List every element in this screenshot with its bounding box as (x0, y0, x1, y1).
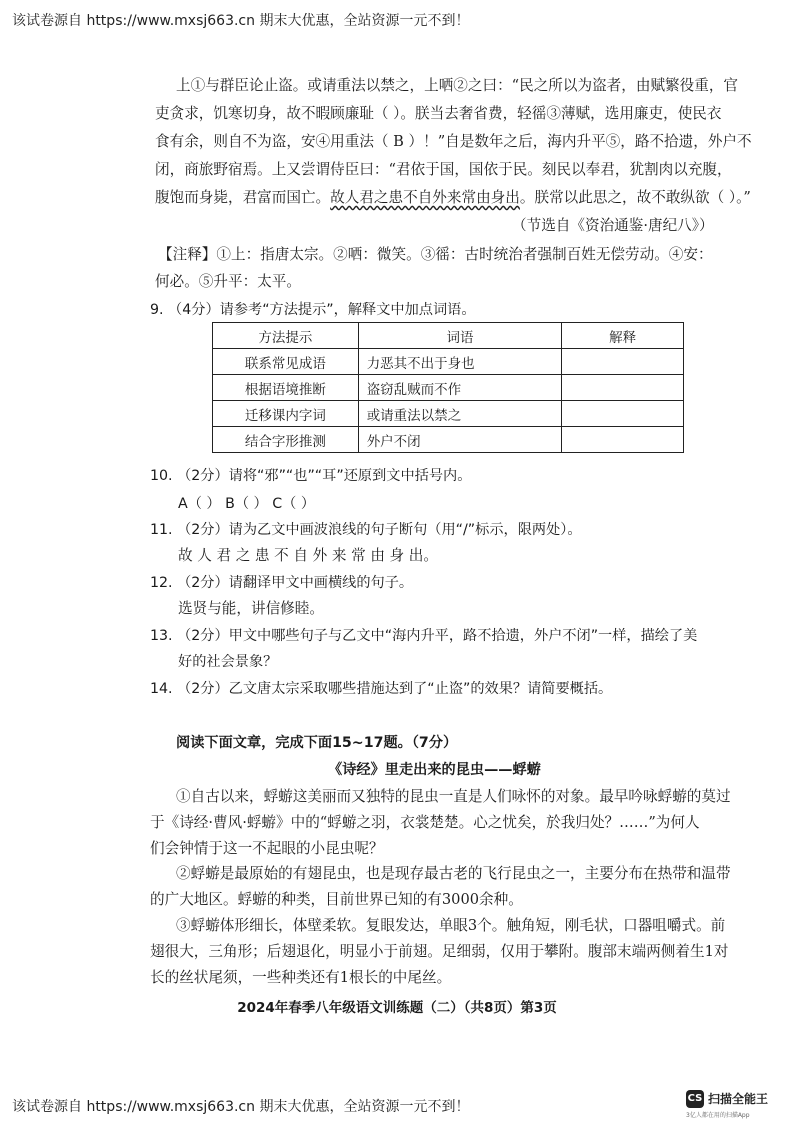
paragraph-2-line-2: 的广大地区。蜉蝣的种类，目前世界已知的有3000余种。 (150, 891, 523, 908)
method-cell: 结合字形推测 (213, 427, 359, 453)
paragraph-1-line-2: 于《诗经·曹风·蜉蝣》中的“蜉蝣之羽，衣裳楚楚。心之忧矣，於我归处？……”为何人 (150, 814, 700, 831)
paragraph-3-line-3: 长的丝状尾须，一些种类还有1根长的中尾丝。 (150, 969, 452, 986)
table-row (213, 349, 684, 375)
watermark-bottom: 该试卷源自 https://www.mxsj663.cn 期末大优惠，全站资源一元不到！ (12, 1099, 470, 1115)
question-10: 10. （2分）请将“邪”“也”“耳”还原到文中括号内。 (150, 468, 472, 484)
question-12: 12. （2分）请翻译甲文中画横线的句子。 (150, 575, 414, 591)
wavy-sentence: 故人君之患不自外来常由身出 (330, 189, 520, 206)
reading-instruction: 阅读下面文章，完成下面15~17题。（7分） (176, 735, 458, 751)
question-12-sentence: 选贤与能，讲信修睦。 (178, 600, 324, 617)
passage-line-3: 食有余，则自不为盗，安④用重法（ B ）！”自是数年之后，海内升平⑤，路不拾遗，外户不 (155, 133, 752, 150)
question-11: 11. （2分）请为乙文中画波浪线的句子断句（用“/”标示，限两处）。 (150, 522, 582, 538)
table-row (213, 427, 684, 453)
passage-source: （节选自《资治通鉴·唐纪八》） (512, 217, 714, 234)
question-9: 9. （4分）请参考“方法提示”，解释文中加点词语。 (150, 302, 476, 318)
question-14: 14. （2分）乙文唐太宗采取哪些措施达到了“止盗”的效果？请简要概括。 (150, 681, 613, 697)
header-answer: 解释 (562, 323, 684, 349)
passage-line-5 (155, 188, 751, 208)
passage-line-5-end: 。朕常以此思之，故不敢纵欲（ ）。” (519, 189, 751, 206)
answer-cell[interactable] (562, 349, 684, 375)
header-method: 方法提示 (213, 323, 359, 349)
method-cell: 迁移课内字词 (213, 401, 359, 427)
paragraph-1-line-1: ①自古以来，蜉蝣这美丽而又独特的昆虫一直是人们咏怀的对象。最早吟咏蜉蝣的莫过 (176, 788, 731, 805)
question-13-line-1: 13. （2分）甲文中哪些句子与乙文中“海内升平，路不拾遗，外户不闭”一样，描绘了美 (150, 628, 698, 644)
question-10-options: A（ ） B（ ） C（ ） (178, 496, 316, 512)
table-row (213, 375, 684, 401)
camscanner-tagline: 3亿人都在用的扫描App (686, 1112, 750, 1119)
annotation-line-2: 何必。⑤升平：太平。 (155, 273, 301, 290)
phrase-cell: 盗窃乱贼而不作 (358, 375, 562, 401)
passage-line-2: 吏贪求，饥寒切身，故不暇顾廉耻（ ）。朕当去奢省费，轻徭③薄赋，选用廉吏，使民衣 (155, 105, 722, 122)
table-row (213, 401, 684, 427)
answer-cell[interactable] (562, 427, 684, 453)
camscanner-icon: CS (686, 1090, 704, 1108)
phrase-cell: 外户不闭 (358, 427, 562, 453)
passage-line-5-start: 腹饱而身毙，君富而国亡。 (155, 189, 331, 206)
method-table (212, 322, 684, 453)
passage-line-4: 闭，商旅野宿焉。上又尝谓侍臣曰：“君依于国，国依于民。刻民以奉君，犹割肉以充腹， (155, 161, 732, 178)
method-cell: 根据语境推断 (213, 375, 359, 401)
table-header-row (213, 323, 684, 349)
annotation-line-1: 【注释】①上：指唐太宗。②哂：微笑。③徭：古时统治者强制百姓无偿劳动。④安： (158, 246, 713, 263)
camscanner-logo (686, 1090, 786, 1118)
article-title: 《诗经》里走出来的昆虫——蜉蝣 (328, 762, 541, 778)
camscanner-name: 扫描全能王 (708, 1092, 769, 1106)
question-13-line-2: 好的社会景象？ (178, 654, 278, 670)
question-11-sentence: 故 人 君 之 患 不 自 外 来 常 由 身 出。 (178, 547, 438, 564)
page-footer: 2024年春季八年级语文训练题（二）（共8页）第3页 (237, 1000, 557, 1016)
passage-line-1: 上①与群臣论止盗。或请重法以禁之，上哂②之曰：“民之所以为盗者，由赋繁役重，官 (176, 77, 739, 94)
method-cell: 联系常见成语 (213, 349, 359, 375)
paragraph-3-line-2: 翅很大，三角形；后翅退化，明显小于前翅。足细弱，仅用于攀附。腹部末端两侧着生1对 (150, 943, 729, 960)
answer-cell[interactable] (562, 401, 684, 427)
phrase-cell: 力恶其不出于身也 (358, 349, 562, 375)
phrase-cell: 或请重法以禁之 (358, 401, 562, 427)
paragraph-3-line-1: ③蜉蝣体形细长，体壁柔软。复眼发达，单眼3个。触角短，刚毛状，口器咀嚼式。前 (176, 917, 726, 934)
header-phrase: 词语 (358, 323, 562, 349)
watermark-top: 该试卷源自 https://www.mxsj663.cn 期末大优惠，全站资源一元不到！ (12, 13, 470, 29)
answer-cell[interactable] (562, 375, 684, 401)
paragraph-1-line-3: 们会钟情于这一不起眼的小昆虫呢？ (150, 840, 384, 857)
paragraph-2-line-1: ②蜉蝣是最原始的有翅昆虫，也是现存最古老的飞行昆虫之一，主要分布在热带和温带 (176, 865, 731, 882)
